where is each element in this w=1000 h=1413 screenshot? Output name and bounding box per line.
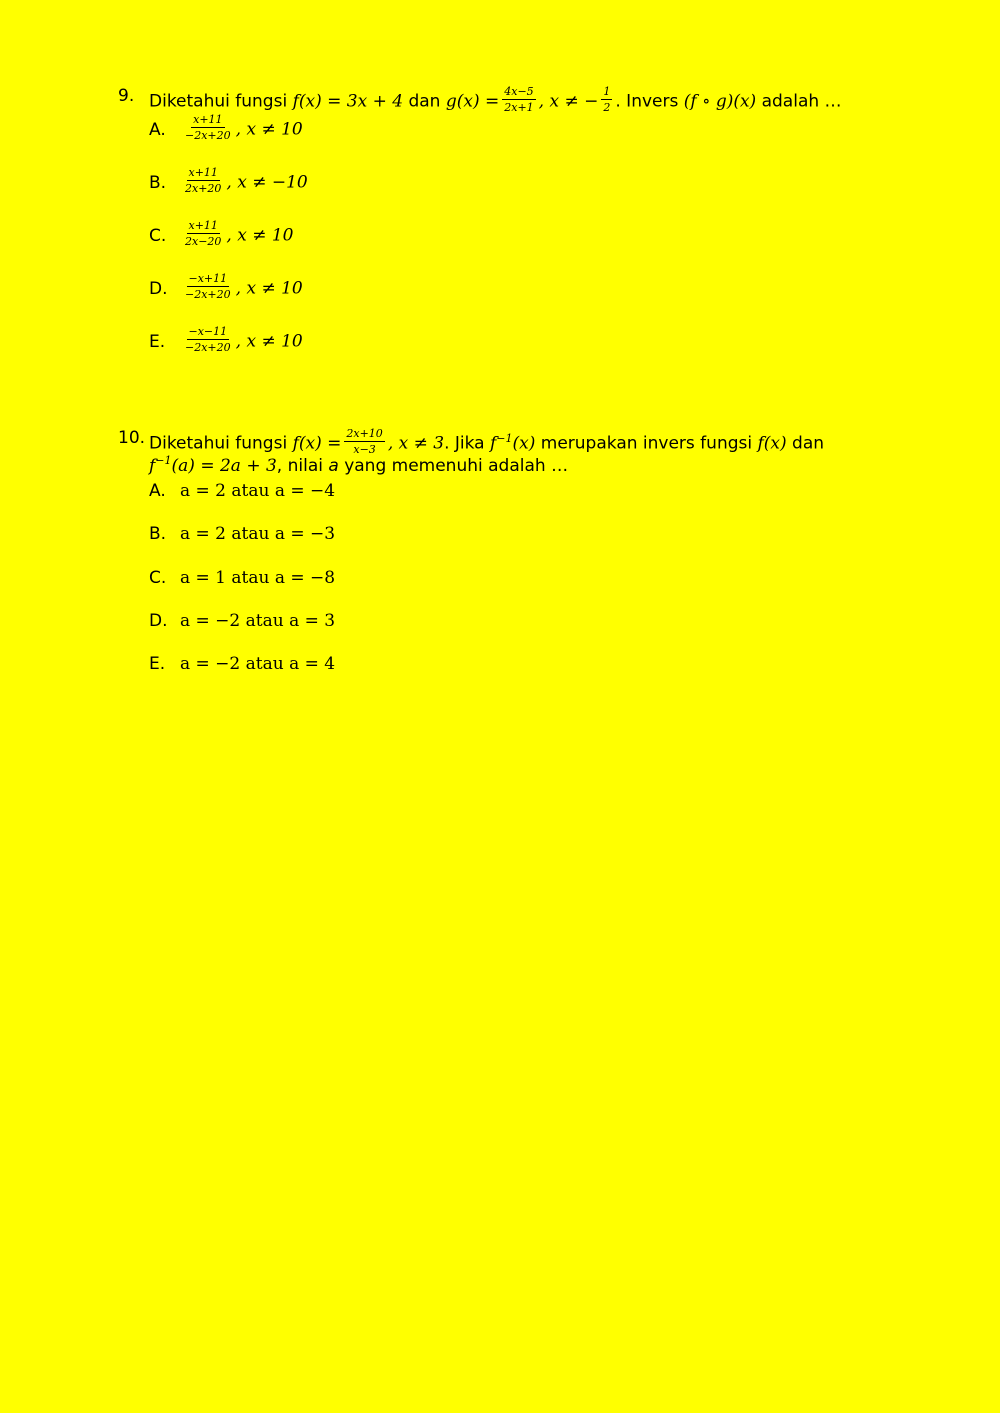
question-number: 10. (118, 428, 146, 448)
text-segment: Diketahui fungsi (149, 91, 293, 112)
option-label: C. (149, 225, 167, 246)
denominator: 2x−20 (185, 235, 222, 248)
question-number: 9. (118, 86, 135, 106)
option-label: E. (149, 331, 166, 352)
option-d[interactable] (149, 613, 335, 630)
option-label: B. (149, 172, 167, 193)
option-text: a = 2 atau a = −4 (180, 481, 336, 501)
option-a[interactable] (149, 113, 303, 143)
text-segment: dan (786, 433, 825, 454)
superscript: −1 (496, 431, 513, 445)
option-text: a = 2 atau a = −3 (180, 524, 336, 544)
option-condition: , x ≠ 10 (235, 278, 303, 299)
denominator: −2x+20 (185, 341, 231, 354)
option-a[interactable] (149, 483, 335, 500)
option-text: a = −2 atau a = 3 (180, 611, 336, 631)
text-segment: yang memenuhi adalah … (338, 456, 569, 476)
option-condition: , x ≠ 10 (235, 331, 303, 352)
text-segment: . Jika (444, 433, 490, 454)
option-label: D. (149, 611, 168, 631)
option-label: A. (149, 119, 166, 140)
option-c[interactable] (149, 219, 294, 249)
denominator: −2x+20 (185, 288, 231, 301)
math-fx: f(x) (757, 433, 787, 454)
question-10-line2 (149, 454, 569, 476)
math-f: f(x) = (292, 433, 342, 454)
numerator: x+11 (188, 166, 218, 179)
fraction-g (502, 86, 535, 113)
math-finv: f (149, 456, 156, 476)
math-condition: , x ≠ 3 (387, 433, 445, 454)
numerator: −x+11 (188, 272, 228, 285)
numerator: 4x−5 (504, 85, 534, 98)
option-text: a = 1 atau a = −8 (180, 568, 336, 588)
denominator: x−3 (353, 443, 376, 456)
text-segment: adalah … (756, 91, 842, 112)
denominator: 2x+1 (504, 101, 534, 114)
text-segment: . Invers (615, 91, 684, 112)
option-label: E. (149, 654, 166, 674)
variable-a: a (328, 456, 339, 476)
option-text: a = −2 atau a = 4 (180, 654, 336, 674)
option-fraction (183, 326, 233, 353)
fraction-f (344, 428, 384, 455)
option-e[interactable] (149, 325, 303, 355)
option-condition: , x ≠ 10 (235, 119, 303, 140)
option-d[interactable] (149, 272, 303, 302)
text-segment: merupakan invers fungsi (535, 433, 758, 454)
option-fraction (183, 167, 223, 194)
math-condition: , x ≠ − (538, 91, 599, 112)
math-finv: f (490, 433, 497, 454)
option-c[interactable] (149, 570, 335, 587)
numerator: x+11 (188, 219, 218, 232)
option-fraction (183, 273, 233, 300)
question-text (149, 427, 825, 457)
superscript: −1 (155, 454, 172, 467)
numerator: x+11 (193, 113, 223, 126)
text-segment: Diketahui fungsi (149, 433, 293, 454)
option-b[interactable] (149, 526, 335, 543)
denominator: 2x+20 (185, 182, 222, 195)
option-condition: , x ≠ −10 (226, 172, 308, 193)
math-arg: (x) (512, 433, 536, 454)
option-condition: , x ≠ 10 (226, 225, 294, 246)
option-b[interactable] (149, 166, 308, 196)
text-segment: dan (403, 91, 446, 112)
option-label: C. (149, 568, 167, 588)
math-g: g(x) = (445, 91, 500, 112)
option-fraction (183, 114, 233, 141)
option-e[interactable] (149, 656, 335, 673)
numerator: −x−11 (188, 325, 228, 338)
text-segment: , nilai (276, 456, 329, 476)
denominator: −2x+20 (185, 129, 231, 142)
math-f: f(x) = 3x + 4 (292, 91, 404, 112)
denominator: 2 (603, 101, 611, 114)
math-composition: (f ∘ g)(x) (683, 91, 757, 112)
math-equation: (a) = 2a + 3 (171, 456, 277, 476)
option-label: B. (149, 524, 167, 544)
option-label: A. (149, 481, 166, 501)
numerator: 1 (603, 85, 611, 98)
question-text (149, 85, 842, 115)
option-fraction (183, 220, 223, 247)
fraction-half (601, 86, 612, 113)
numerator: 2x+10 (346, 427, 383, 440)
option-label: D. (149, 278, 168, 299)
